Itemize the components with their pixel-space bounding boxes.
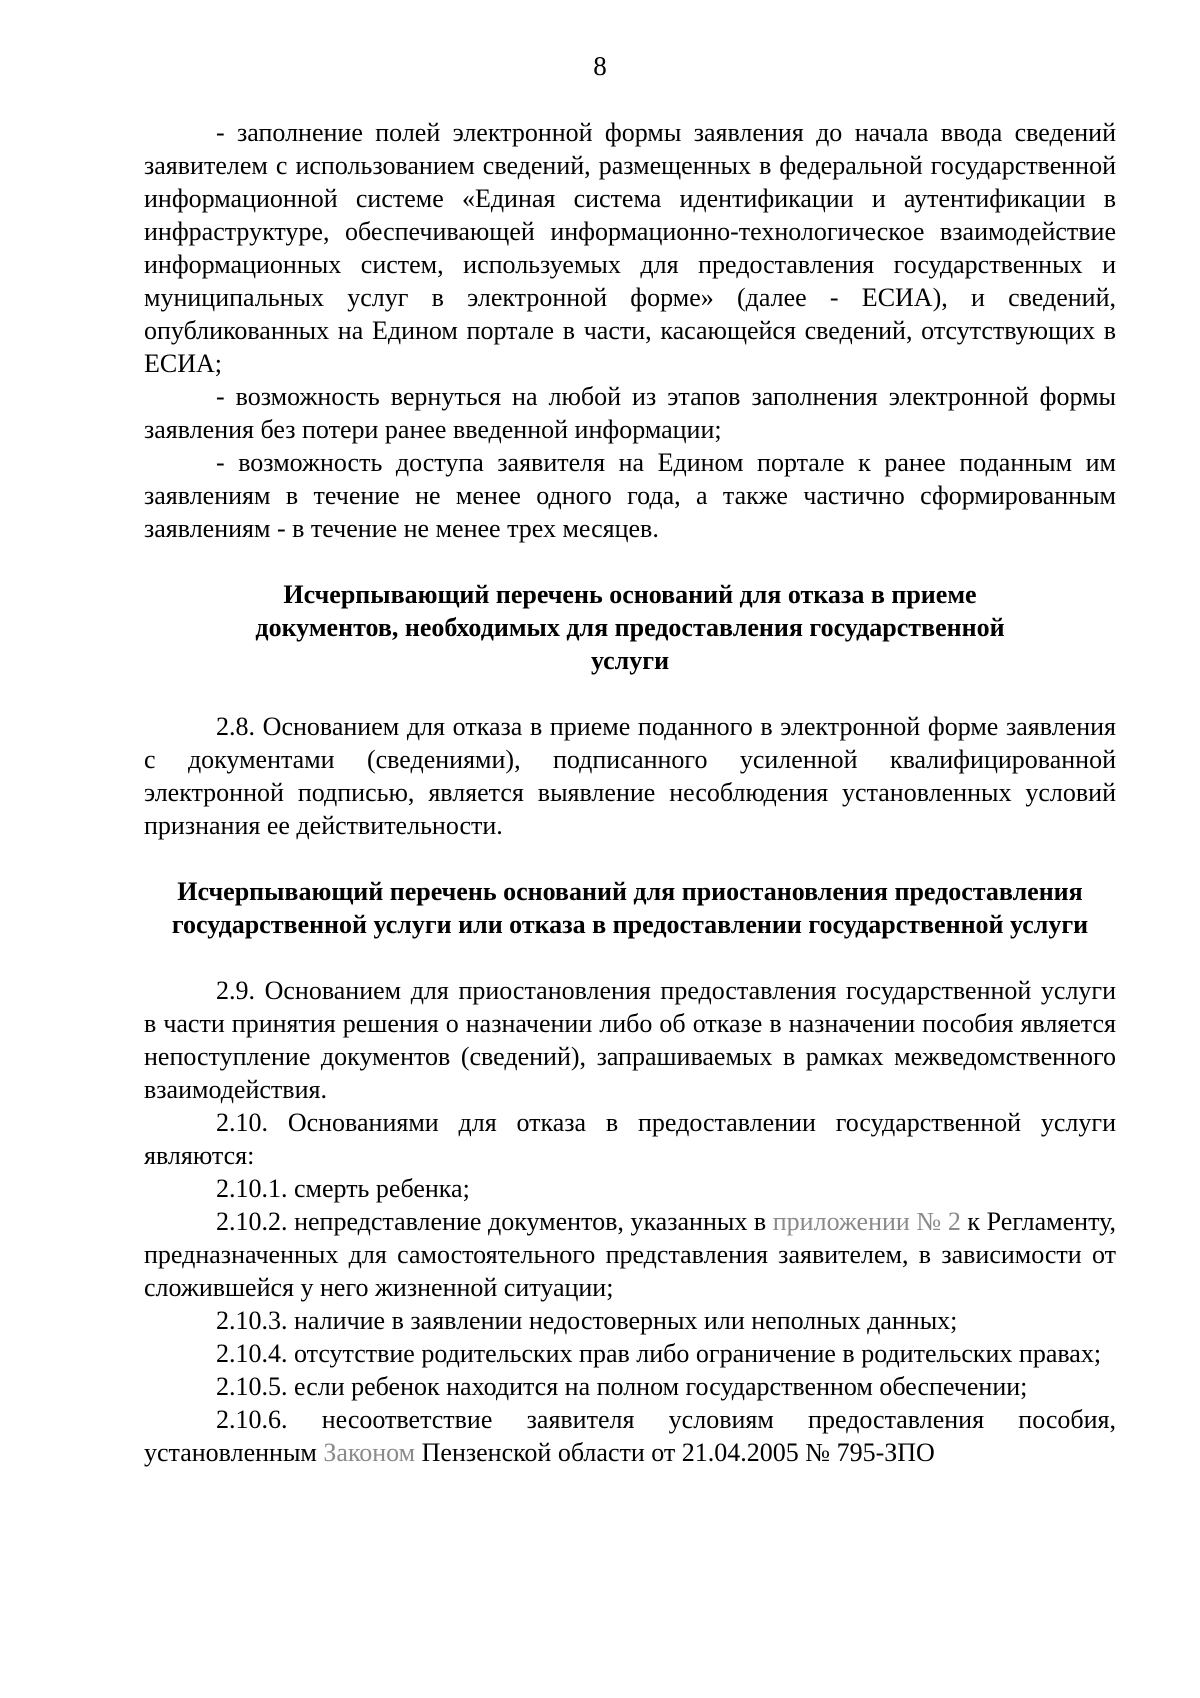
paragraph-esia-autofill: - заполнение полей электронной формы заявления до начала ввода сведений заявителем с использованием сведений, размещенных в федеральной государственной информационной системе «Единая система идентификации и аутентификации в инфраструктуре, обеспечивающей информационно-технологическое взаимодействие информационных систем, используемых для предоставления государственных и муниципальных услуг в электронной форме» (далее - ЕСИА), и сведений, опубликованных на Едином портале в части, касающейся сведений, отсутствующих в ЕСИА; — [144, 118, 1116, 378]
paragraph-return-to-step: - возможность вернуться на любой из этапов заполнения электронной формы заявления без потери ранее введенной информации; — [144, 382, 1116, 444]
list-item-2-10-2 — [144, 1205, 1116, 1304]
list-item-2-10-2-text-end: к Регламенту, предназначенных для самостоятельного представления заявителем, в зависимости от сложившейся у него жизненной ситуации; — [144, 1207, 1116, 1302]
paragraph-2-10: 2.10. Основаниями для отказа в предоставлении государственной услуги являются: — [144, 1108, 1116, 1170]
list-item-2-10-1: 2.10.1. смерть ребенка; — [216, 1174, 470, 1203]
page-number: 8 — [593, 51, 607, 81]
list-item-2-10-6-text-end: Пензенской области от 21.04.2005 № 795-ЗПО — [415, 1438, 935, 1467]
list-item-2-10-6 — [144, 1403, 1116, 1469]
list-item-2-10-4: 2.10.4. отсутствие родительских прав либо ограничение в родительских правах; — [216, 1339, 1102, 1368]
list-item-2-10-5: 2.10.5. если ребенок находится на полном государственном обеспечении; — [216, 1372, 1028, 1401]
law-link[interactable]: Законом — [323, 1438, 416, 1467]
list-item-2-10-6-text-start: 2.10.6. несоответствие заявителя условиям предоставления пособия, установленным — [144, 1405, 1116, 1467]
paragraph-2-8: 2.8. Основанием для отказа в приеме поданного в электронной форме заявления с документами (сведениями), подписанного усиленной квалифицированной электронной подписью, является выявление несоблюдения установленных условий признания ее действительности. — [144, 712, 1116, 840]
list-item-2-10-3: 2.10.3. наличие в заявлении недостоверных или неполных данных; — [216, 1306, 958, 1335]
appendix-2-link[interactable]: приложении № 2 — [772, 1207, 961, 1236]
section-heading-refusal-acceptance: Исчерпывающий перечень оснований для отказа в приеме документов, необходимых для предоставления государственной услуги — [255, 580, 1005, 675]
paragraph-2-9: 2.9. Основанием для приостановления предоставления государственной услуги в части принятия решения о назначении либо об отказе в назначении пособия является непоступление документов (сведений), запрашиваемых в рамках межведомственного взаимодействия. — [144, 976, 1116, 1104]
document-body — [144, 116, 1116, 1469]
list-item-2-10-2-text-start: 2.10.2. непредставление документов, указанных в — [216, 1207, 773, 1236]
section-heading-suspension-refusal: Исчерпывающий перечень оснований для приостановления предоставления государственной услуги или отказа в предоставлении государственной услуги — [171, 877, 1089, 939]
paragraph-access-applications: - возможность доступа заявителя на Едином портале к ранее поданным им заявлениям в течение не менее одного года, а также частично сформированным заявлениям - в течение не менее трех месяцев. — [144, 448, 1116, 543]
